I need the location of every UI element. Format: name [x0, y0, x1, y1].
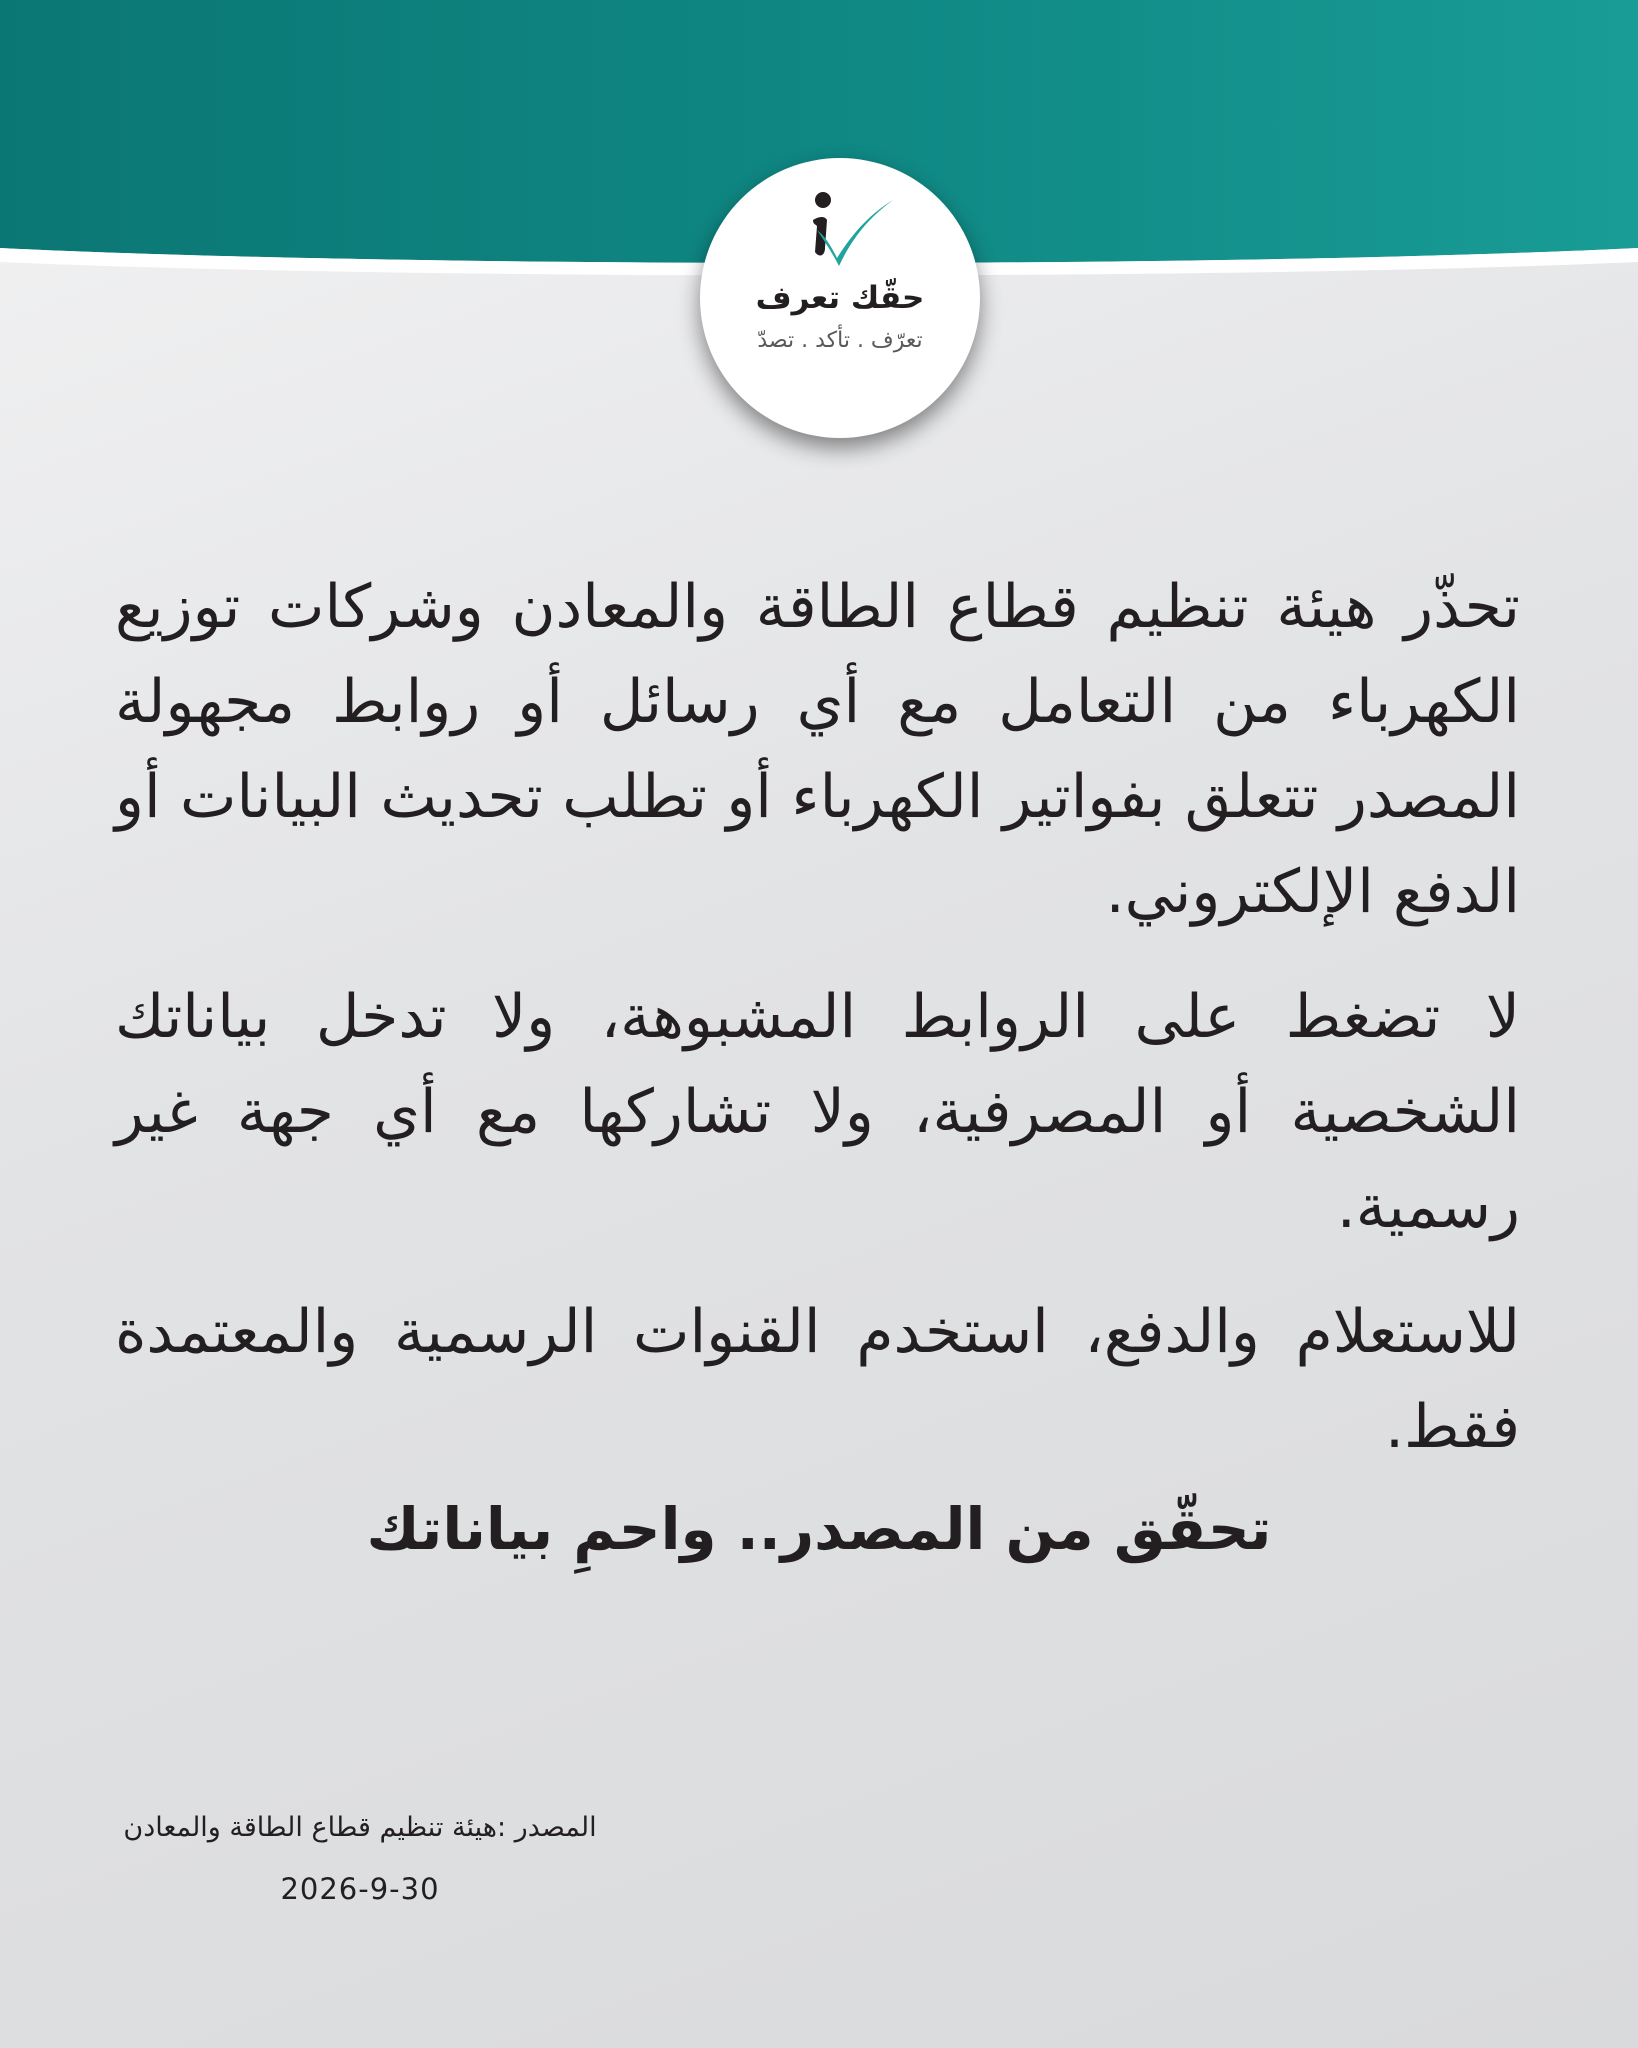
logo-name: حقّك تعرف [755, 280, 925, 316]
logo-badge [700, 158, 980, 438]
slogan: تحقّق من المصدر.. واحمِ بياناتك [366, 1495, 1272, 1563]
advisory-paragraph-warning: تحذّر هيئة تنظيم قطاع الطاقة والمعادن وشركات توزيع الكهرباء من التعامل مع أي رسائل أو روابط مجهولة المصدر تتعلق بفواتير الكهرباء أو تطلب تحديث البيانات أو الدفع الإلكتروني. [115, 572, 1520, 927]
advisory-body [115, 560, 1520, 1505]
footer-date: 2026-9-30 [280, 1872, 440, 1906]
footer-source: المصدر :هيئة تنظيم قطاع الطاقة والمعادن [123, 1812, 597, 1843]
logo-tagline: تعرّف . تأكد . تصدّ [757, 328, 923, 353]
advisory-paragraph-official-channels: للاستعلام والدفع، استخدم القنوات الرسمية والمعتمدة فقط. [115, 1297, 1520, 1462]
check-mark-icon [795, 186, 895, 276]
advisory-paragraph-instructions: لا تضغط على الروابط المشبوهة، ولا تدخل بياناتك الشخصية أو المصرفية، ولا تشاركها مع أي جهة غير رسمية. [115, 982, 1520, 1242]
